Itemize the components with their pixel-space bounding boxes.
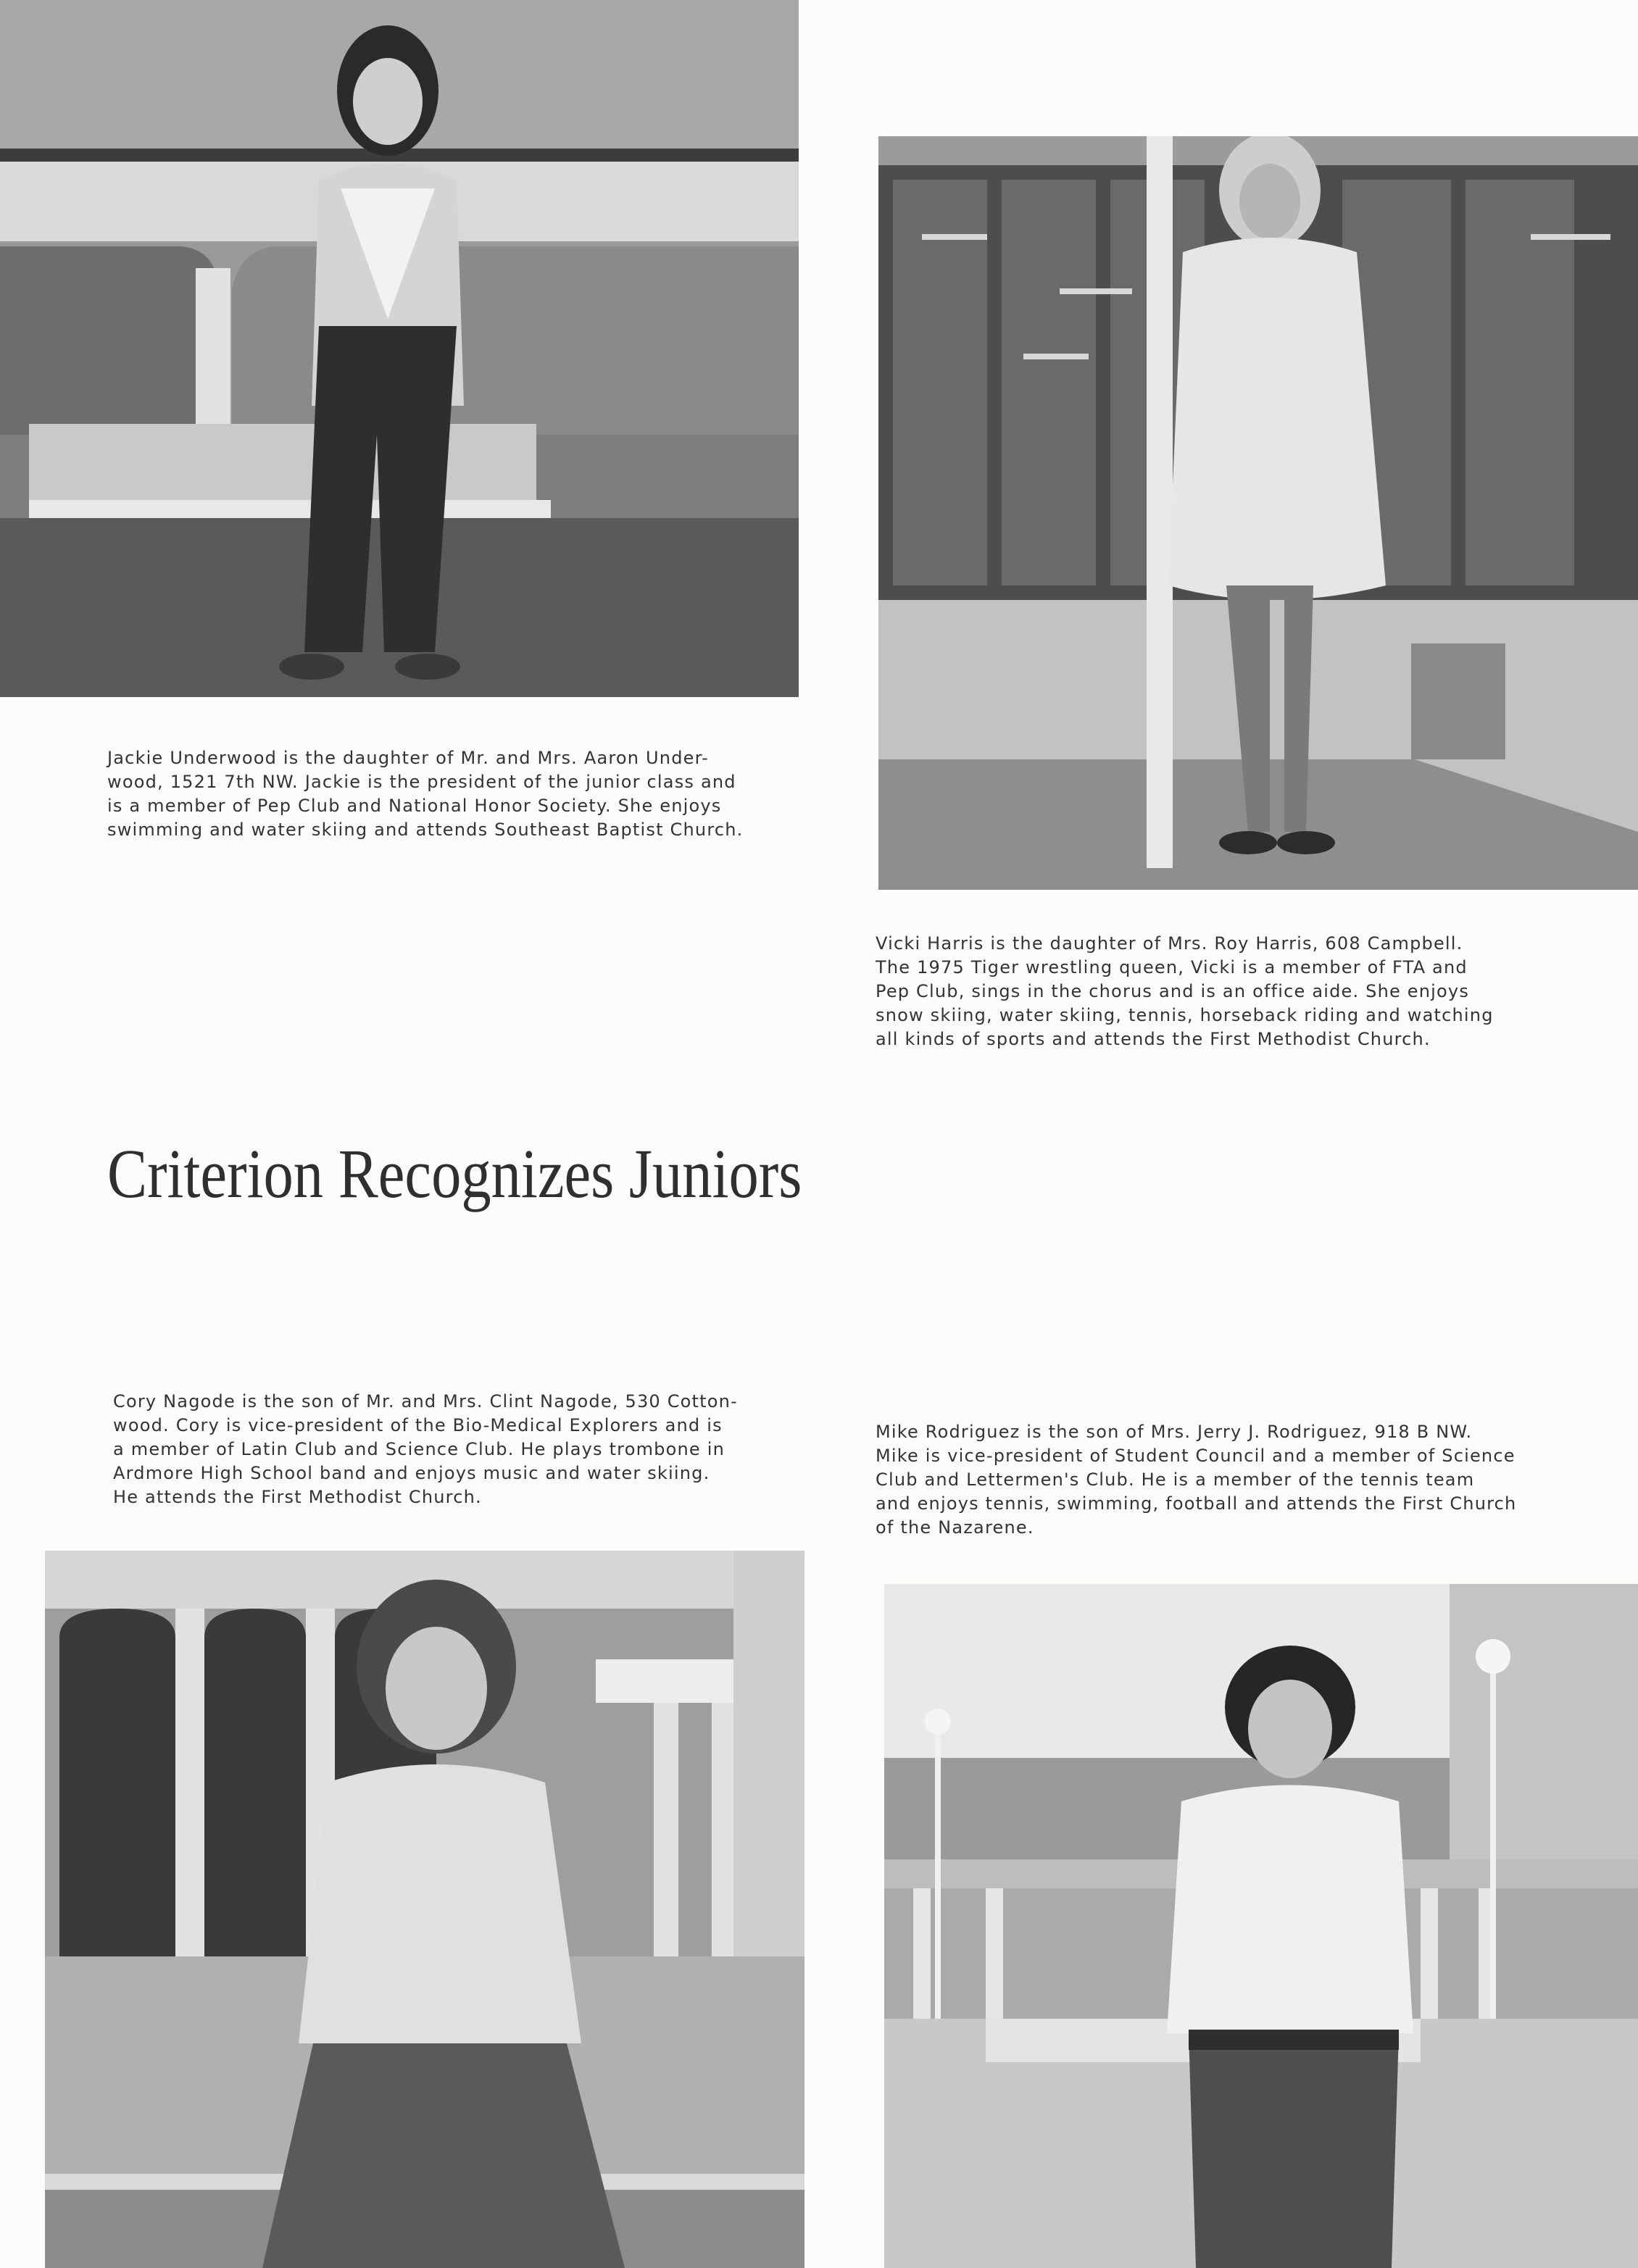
caption-line: wood. Cory is vice-president of the Bio-Medical Explorers and is [113, 1415, 723, 1435]
photo-jackie-underwood [0, 0, 799, 697]
caption-line: is a member of Pep Club and National Honor Society. She enjoys [107, 796, 722, 816]
photo-cory-scene [45, 1551, 805, 2268]
caption-line: Vicki Harris is the daughter of Mrs. Roy Harris, 608 Campbell. [876, 933, 1463, 954]
photo-vicki-harris [878, 136, 1638, 890]
caption-line: a member of Latin Club and Science Club. He plays trombone in [113, 1439, 725, 1459]
caption-line: of the Nazarene. [876, 1517, 1034, 1538]
caption-mike-rodriguez [876, 1420, 1561, 1540]
caption-line: The 1975 Tiger wrestling queen, Vicki is a member of FTA and [876, 957, 1468, 977]
photo-cory-nagode [45, 1551, 805, 2268]
caption-jackie-underwood [107, 746, 794, 842]
caption-line: snow skiing, water skiing, tennis, horseback riding and watching [876, 1005, 1494, 1025]
caption-line: Cory Nagode is the son of Mr. and Mrs. Clint Nagode, 530 Cotton- [113, 1391, 738, 1412]
caption-line: swimming and water skiing and attends Southeast Baptist Church. [107, 820, 744, 840]
caption-line: He attends the First Methodist Church. [113, 1487, 482, 1507]
photo-mike-scene [884, 1584, 1638, 2268]
caption-line: and enjoys tennis, swimming, football and attends the First Church [876, 1493, 1517, 1514]
caption-line: Ardmore High School band and enjoys music and water skiing. [113, 1463, 710, 1483]
caption-cory-nagode [113, 1390, 800, 1509]
page-headline: Criterion Recognizes Juniors [107, 1135, 802, 1212]
caption-line: wood, 1521 7th NW. Jackie is the president of the junior class and [107, 772, 736, 792]
caption-vicki-harris [876, 932, 1561, 1051]
caption-line: Pep Club, sings in the chorus and is an office aide. She enjoys [876, 981, 1470, 1001]
photo-mike-rodriguez [884, 1584, 1638, 2268]
caption-line: Jackie Underwood is the daughter of Mr. and Mrs. Aaron Under- [107, 748, 709, 768]
caption-line: Mike Rodriguez is the son of Mrs. Jerry J. Rodriguez, 918 B NW. [876, 1422, 1473, 1442]
photo-jackie-scene [0, 0, 799, 697]
photo-vicki-scene [878, 136, 1638, 890]
caption-line: all kinds of sports and attends the First Methodist Church. [876, 1029, 1431, 1049]
caption-line: Mike is vice-president of Student Council and a member of Science [876, 1446, 1516, 1466]
caption-line: Club and Lettermen's Club. He is a member of the tennis team [876, 1469, 1475, 1490]
